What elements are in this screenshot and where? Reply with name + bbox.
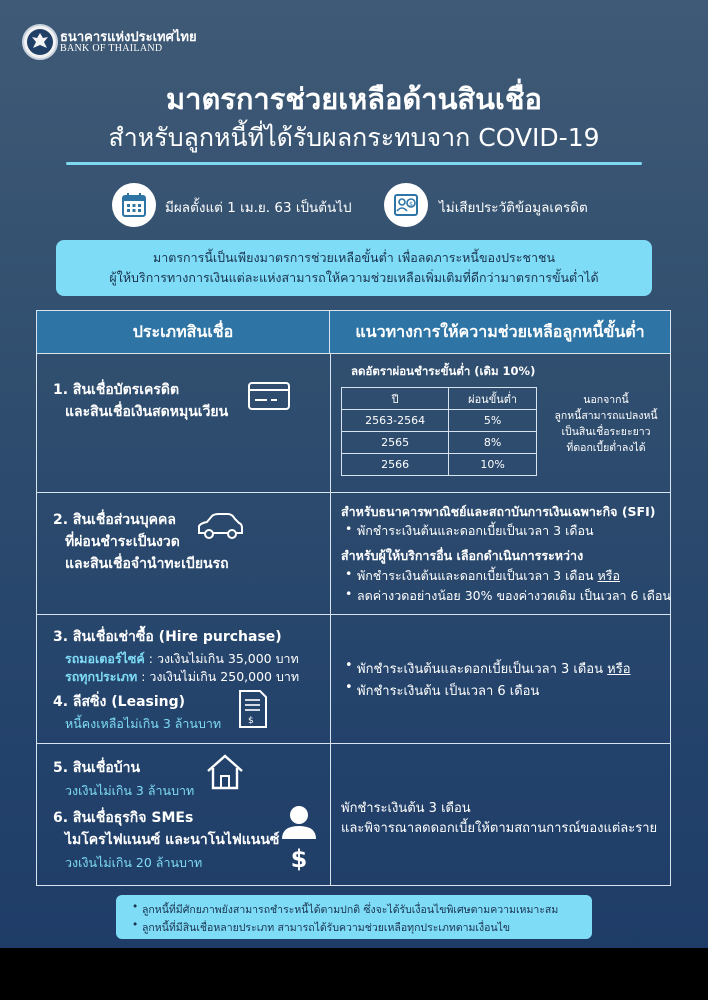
svg-text:$: $ [409, 201, 413, 208]
row1-title-line2: และสินเชื่อเงินสดหมุนเวียน [65, 404, 229, 420]
svg-text:$: $ [290, 845, 308, 873]
sfi-heading: สำหรับธนาคารพาณิชย์และสถาบันการเงินเฉพาะกิจ (SFI) [341, 504, 656, 519]
notice-line-2: ผู้ให้บริการทางการเงินแต่ละแห่งสามารถให้ความช่วยเหลือเพิ่มเติมที่ดีกว่ามาตรการขั้นต่ำได้ [109, 270, 599, 285]
row1-note-line2: ลูกหนี้สามารถแปลงหนี้ [554, 410, 658, 422]
header-guideline: แนวทางการให้ความช่วยเหลือลูกหนี้ขั้นต่ำ [330, 311, 670, 354]
title-divider [66, 162, 642, 165]
business-person-icon [279, 803, 319, 873]
home-limit: วงเงินไม่เกิน 3 ล้านบาท [65, 783, 195, 798]
notice-box [56, 240, 652, 296]
sme-guide-line1: พักชำระเงินต้น 3 เดือน [341, 801, 471, 816]
car-icon [195, 511, 245, 541]
footer-note-1: • ลูกหนี้ที่มีศักยภาพยังสามารถชำระหนี้ได้ตามปกติ ซึ่งจะได้รับเงื่อนไขพิเศษตามความเหมาะสม [142, 901, 558, 918]
house-icon [205, 753, 245, 791]
hire-bullet-1: • พักชำระเงินต้นและดอกเบี้ยเป็นเวลา 3 เดือน หรือ [357, 658, 631, 679]
table-row [342, 432, 537, 454]
svg-text:$: $ [248, 716, 254, 726]
credit-document-icon [384, 183, 428, 227]
sme-limit: วงเงินไม่เกิน 20 ล้านบาท [65, 855, 203, 870]
row5-title: 5. สินเชื่อบ้าน [53, 760, 141, 776]
row-divider [37, 743, 670, 744]
row3-title: 3. สินเชื่อเช่าซื้อ (Hire purchase) [53, 629, 282, 645]
bottom-bar [0, 948, 708, 1000]
row2-title-line3: และสินเชื่อจำนำทะเบียนรถ [65, 556, 229, 572]
garuda-emblem-icon [24, 26, 56, 58]
effective-date-text: มีผลตั้งแต่ 1 เม.ย. 63 เป็นต้นไป [165, 200, 352, 216]
row2-title-line2: ที่ผ่อนชำระเป็นงวด [65, 534, 180, 550]
row-divider [37, 492, 670, 493]
other-bullet-2: • ลดค่างวดอย่างน้อย 30% ของค่างวดเดิม เป็นเวลา 6 เดือน [357, 586, 671, 606]
sfi-bullet: • พักชำระเงินต้นและดอกเบี้ยเป็นเวลา 3 เดือน [357, 521, 594, 541]
minimum-payment-table [341, 387, 537, 476]
table-row [342, 410, 537, 432]
row6-title-line2: ไมโครไฟแนนซ์ และนาโนไฟแนนซ์ [65, 832, 280, 848]
page-subtitle: สำหรับลูกหนี้ที่ได้รับผลกระทบจาก COVID-19 [108, 123, 600, 152]
rate-year: 2566 [342, 454, 449, 476]
header-loan-type: ประเภทสินเชื่อ [37, 311, 330, 354]
credit-history-text: ไม่เสียประวัติข้อมูลเครดิต [439, 200, 588, 216]
rate-caption: ลดอัตราผ่อนชำระขั้นต่ำ (เดิม 10%) [351, 364, 536, 378]
bank-name-english: BANK OF THAILAND [60, 43, 163, 54]
rate-value: 5% [449, 410, 537, 432]
rate-value: 8% [449, 432, 537, 454]
row1-title-line1: 1. สินเชื่อบัตรเครดิต [53, 382, 180, 398]
row4-title: 4. ลีสซิ่ง (Leasing) [53, 694, 186, 710]
sme-guide-line2: และพิจารณาลดดอกเบี้ยให้ตามสถานการณ์ของแต่ละราย [341, 821, 658, 836]
other-provider-heading: สำหรับผู้ให้บริการอื่น เลือกดำเนินการระหว่าง [341, 548, 584, 563]
row1-note-line1: นอกจากนี้ [583, 394, 629, 406]
other-bullet-1: • พักชำระเงินต้นและดอกเบี้ยเป็นเวลา 3 เดือน หรือ [357, 566, 620, 586]
footer-notes [116, 895, 592, 939]
bank-logo [22, 24, 58, 60]
column-divider [330, 354, 331, 885]
page-title: มาตรการช่วยเหลือด้านสินเชื่อ [166, 82, 542, 116]
row2-title-line1: 2. สินเชื่อส่วนบุคคล [53, 512, 176, 528]
bank-name-thai: ธนาคารแห่งประเทศไทย [60, 30, 197, 45]
rate-year: 2563-2564 [342, 410, 449, 432]
hire-bullet-2: • พักชำระเงินต้น เป็นเวลา 6 เดือน [357, 680, 539, 701]
measures-table [36, 310, 671, 886]
table-row [342, 454, 537, 476]
row1-note-line3: เป็นสินเชื่อระยะยาว [561, 426, 651, 438]
row-divider [37, 614, 670, 615]
calendar-icon [112, 183, 156, 227]
rate-year: 2565 [342, 432, 449, 454]
leasing-limit: หนี้คงเหลือไม่เกิน 3 ล้านบาท [65, 716, 222, 731]
vehicle-limit: รถทุกประเภท : วงเงินไม่เกิน 250,000 บาท [65, 669, 300, 684]
row6-title-line1: 6. สินเชื่อธุรกิจ SMEs [53, 810, 194, 826]
footer-note-2: • ลูกหนี้ที่มีสินเชื่อหลายประเภท สามารถได้รับความช่วยเหลือทุกประเภทตามเงื่อนไข [142, 919, 510, 936]
motorcycle-limit: รถมอเตอร์ไซค์ : วงเงินไม่เกิน 35,000 บาท [65, 651, 299, 666]
rate-header-year: ปี [342, 388, 449, 410]
notice-line-1: มาตรการนี้เป็นเพียงมาตรการช่วยเหลือขั้นต่ำ เพื่อลดภาระหนี้ของประชาชน [152, 250, 556, 265]
rate-header-min: ผ่อนขั้นต่ำ [449, 388, 537, 410]
contract-document-icon [238, 689, 268, 729]
credit-card-icon [247, 381, 291, 411]
rate-value: 10% [449, 454, 537, 476]
row1-note-line4: ที่ดอกเบี้ยต่ำลงได้ [566, 442, 646, 454]
